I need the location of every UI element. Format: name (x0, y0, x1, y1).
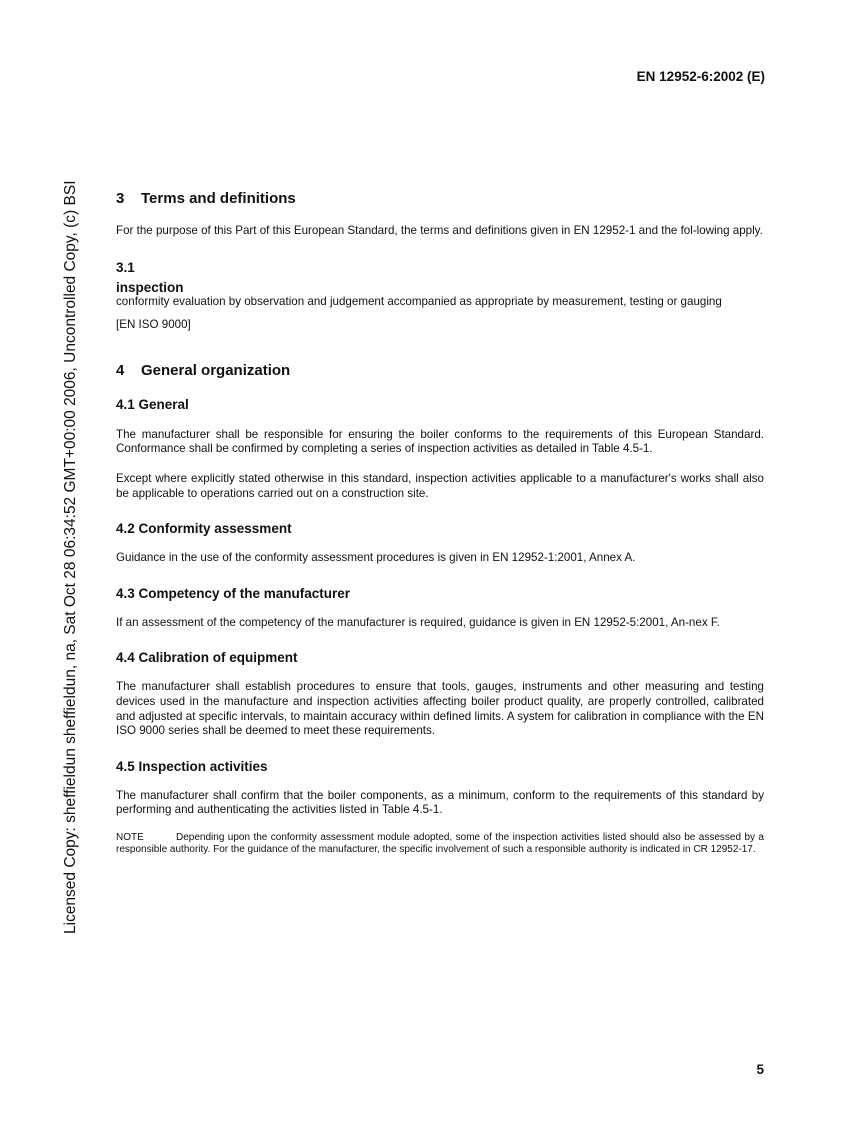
subsection-4-5-paragraph: The manufacturer shall confirm that the boiler components, as a minimum, conform to the requirements of this standard by performing and authenticating the activities listed in Table 4.5-1. (116, 788, 764, 817)
note-text: Depending upon the conformity assessment module adopted, some of the inspection activities listed should also be assessed by a responsible authority. For the guidance of the manufacturer, the specific involvement of such a responsible authority is indicated in CR 12952-17. (116, 831, 764, 855)
subsection-4-3-heading: 4.3 Competency of the manufacturer (116, 585, 351, 601)
subsection-4-4-heading: 4.4 Calibration of equipment (116, 650, 298, 666)
subsection-4-1-paragraph-1: The manufacturer shall be responsible for ensuring the boiler conforms to the requirements of this European Standard. Conformance shall be confirmed by completing a series of inspection activities as detailed in Table 4.5-1. (116, 427, 764, 456)
section-4-heading (116, 362, 764, 379)
subsection-4-2-paragraph: Guidance in the use of the conformity assessment procedures is given in EN 12952-1:2001, Annex A. (116, 551, 636, 565)
definition-term: inspection (116, 279, 184, 295)
subsection-4-4-paragraph: The manufacturer shall establish procedures to ensure that tools, gauges, instruments and other measuring and testing devices used in the manufacture and inspection activities affecting boiler product quality, are properly controlled, calibrated and adjusted at specific intervals, to maintain accuracy within defined limits. A system for calibration in compliance with the EN ISO 9000 series shall be deemed to meet these requirements. (116, 680, 764, 738)
document-id: EN 12952-6:2002 (E) (636, 69, 765, 84)
definition-text: conformity evaluation by observation and judgement accompanied as appropriate by measurement, testing or gauging (116, 294, 722, 308)
subsection-4-2-heading: 4.2 Conformity assessment (116, 521, 292, 537)
page-content (116, 190, 764, 856)
definition-source: [EN ISO 9000] (116, 318, 191, 332)
page-number: 5 (756, 1062, 764, 1077)
subsection-4-3-paragraph: If an assessment of the competency of the manufacturer is required, guidance is given in EN 12952-5:2001, An-nex F. (116, 615, 720, 629)
section-3-number: 3 (116, 190, 125, 207)
definition-number: 3.1 (116, 259, 135, 275)
section-4-title: General organization (141, 361, 291, 379)
section-4-number: 4 (116, 361, 125, 379)
section-3-intro: For the purpose of this Part of this European Standard, the terms and definitions given in EN 12952-1 and the fol-lowing apply. (116, 224, 763, 237)
section-3-title: Terms and definitions (141, 190, 296, 207)
note (116, 832, 764, 856)
section-3-heading (116, 190, 764, 207)
note-label: NOTE (116, 831, 144, 843)
subsection-4-5-heading: 4.5 Inspection activities (116, 758, 268, 774)
license-watermark: Licensed Copy: sheffieldun sheffieldun, na, Sat Oct 28 06:34:52 GMT+00:00 2006, Uncontrolled Copy, (c) BSI (62, 180, 79, 934)
subsection-4-1-heading: 4.1 General (116, 396, 189, 412)
subsection-4-1-paragraph-2: Except where explicitly stated otherwise in this standard, inspection activities applicable to a manufacturer's works shall also be applicable to operations carried out on a construction site. (116, 471, 764, 500)
